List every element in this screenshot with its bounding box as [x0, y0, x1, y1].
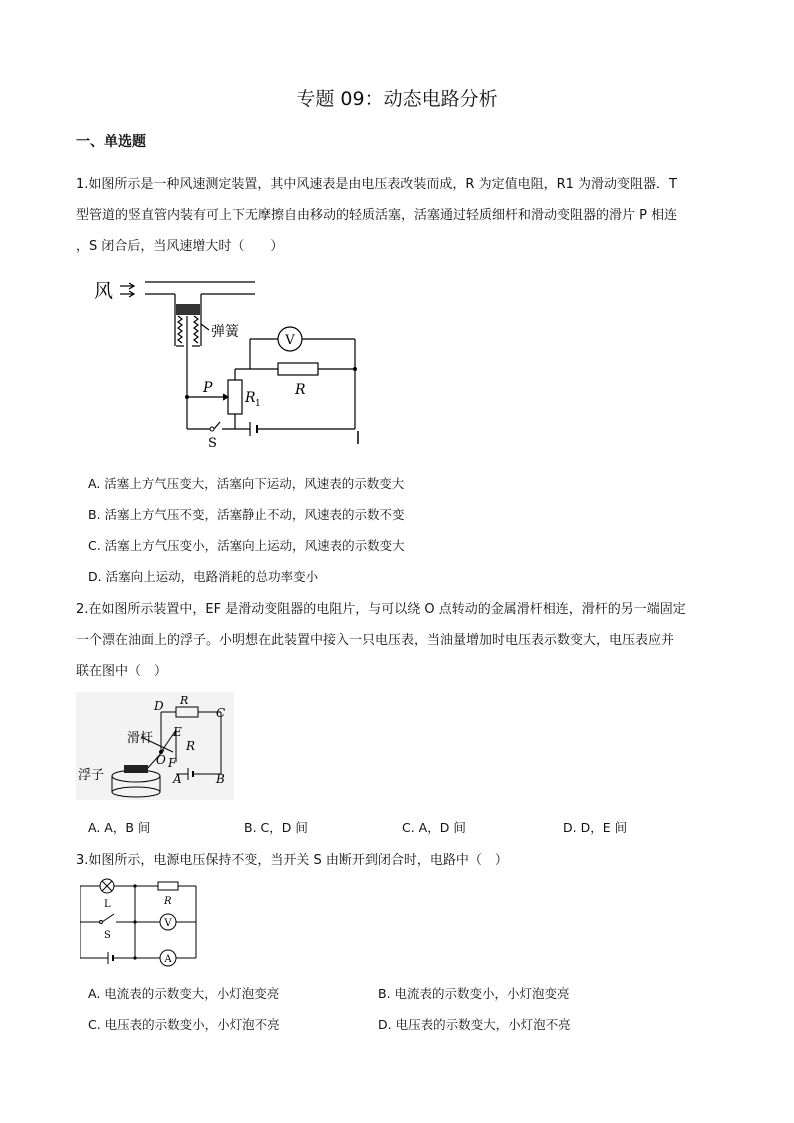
switch-s-label-3: S [104, 930, 111, 941]
q3-option-c[interactable]: C. 电压表的示数变小，小灯泡不亮 [88, 1017, 280, 1032]
point-f-label: F [168, 756, 177, 770]
r1-label: R [245, 390, 256, 406]
q1-option-c[interactable]: C. 活塞上方气压变小，活塞向上运动，风速表的示数变大 [88, 538, 405, 553]
q3-option-a[interactable]: A. 电流表的示数变大，小灯泡变亮 [88, 986, 280, 1001]
slider-rod-label: 滑杆 [127, 731, 154, 746]
q1-line-1: 1.如图所示是一种风速测定装置，其中风速表是由电压表改装而成，R 为定值电阻，R1 为滑动变阻器．T [76, 177, 677, 192]
r1-subscript: 1 [255, 399, 261, 409]
voltmeter-label: V [285, 333, 295, 348]
float-label: 浮子 [78, 768, 105, 783]
wind-speed-circuit-figure [90, 274, 370, 454]
point-b-label: B [216, 772, 225, 786]
voltmeter-v-label: V [164, 918, 172, 929]
q2-option-b[interactable]: B. C，D 间 [244, 820, 308, 835]
q2-option-c[interactable]: C. A，D 间 [402, 820, 466, 835]
q1-line-2: 型管道的竖直管内装有可上下无摩擦自由移动的轻质活塞，活塞通过轻质细杆和滑动变阻器的滑片 P 相连 [76, 208, 678, 223]
point-a-label: A [173, 772, 182, 786]
lamp-circuit-figure [80, 878, 202, 972]
point-d-label: D [154, 699, 164, 713]
resistor-r-label-2: R [180, 694, 189, 707]
q1-option-b[interactable]: B. 活塞上方气压不变，活塞静止不动，风速表的示数不变 [88, 507, 405, 522]
q2-line-3: 联在图中（ ） [76, 664, 168, 679]
pivot-o-label: O [156, 753, 166, 767]
q3-line-1: 3.如图所示，电源电压保持不变，当开关 S 由断开到闭合时，电路中（ ） [76, 853, 508, 868]
section-heading: 一、单选题 [76, 134, 146, 150]
point-e-label: E [173, 725, 182, 739]
q2-option-a[interactable]: A. A，B 间 [88, 820, 151, 835]
q1-option-a[interactable]: A. 活塞上方气压变大，活塞向下运动，风速表的示数变大 [88, 476, 405, 491]
variable-r-label: R [186, 739, 196, 753]
resistor-r-label-3: R [164, 896, 172, 907]
page-title: 专题 09：动态电路分析 [296, 88, 498, 110]
lamp-l-label: L [104, 899, 111, 910]
spring-label: 弹簧 [211, 324, 239, 340]
q3-option-b[interactable]: B. 电流表的示数变小，小灯泡变亮 [378, 986, 570, 1001]
oil-gauge-figure [76, 692, 234, 800]
point-c-label: C [216, 706, 226, 720]
slider-p-label: P [203, 380, 213, 396]
q2-option-d[interactable]: D. D，E 间 [563, 820, 628, 835]
q2-line-2: 一个漂在油面上的浮子。小明想在此装置中接入一只电压表，当油量增加时电压表示数变大，电压表应并 [76, 633, 675, 648]
q1-line-3: ，S 闭合后，当风速增大时（ ） [76, 239, 284, 254]
piston [176, 304, 200, 315]
q2-line-1: 2.在如图所示装置中，EF 是滑动变阻器的电阻片，与可以绕 O 点转动的金属滑杆相连，滑杆的另一端固定 [76, 602, 686, 617]
resistor-r-label: R [295, 382, 306, 398]
ammeter-a-label: A [164, 954, 172, 965]
switch-s-label: S [208, 436, 217, 451]
wind-label: 风 [94, 280, 114, 302]
q1-option-d[interactable]: D. 活塞向上运动，电路消耗的总功率变小 [88, 569, 319, 584]
q3-option-d[interactable]: D. 电压表的示数变大，小灯泡不亮 [378, 1017, 571, 1032]
